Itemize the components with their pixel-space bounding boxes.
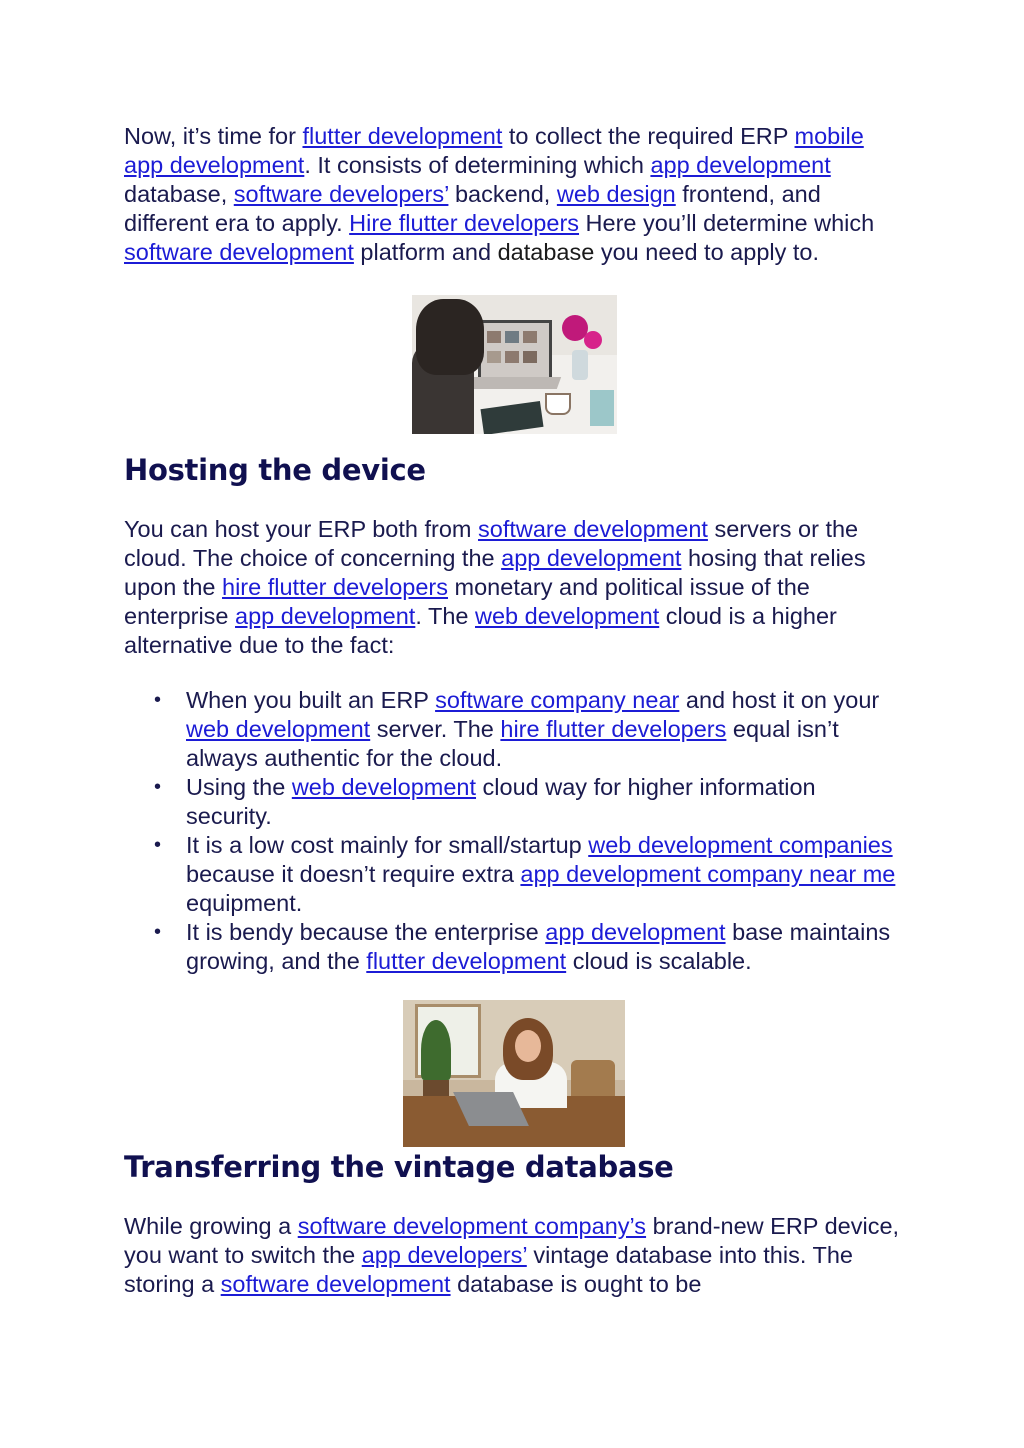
list-item [186, 831, 904, 918]
text: database, [124, 181, 234, 207]
text: Now, it’s time for [124, 123, 303, 149]
text: servers or the cloud. The choice of concerning the [124, 516, 859, 571]
text: It is bendy because the enterprise [186, 919, 546, 945]
text: . The [415, 603, 476, 629]
link-hire-flutter-developers[interactable]: hire flutter developers [500, 716, 727, 742]
photo-woman-in-cafe [403, 1000, 625, 1147]
text: . It consists of determining which [304, 152, 651, 178]
text: to collect the required ERP [502, 123, 795, 149]
link-web-development[interactable]: web development [186, 716, 371, 742]
text: base maintains growing, and the [186, 919, 891, 974]
text: hosing that relies upon the [124, 545, 866, 600]
link-software-development[interactable]: software development [220, 1271, 451, 1297]
text: cloud is a higher alternative due to the fact: [124, 603, 837, 658]
link-software-developers[interactable]: software developers’ [233, 181, 449, 207]
link-web-design[interactable]: web design [556, 181, 676, 207]
text: monetary and political issue of the enterprise [124, 574, 810, 629]
text: platform and [353, 239, 498, 265]
text: equal isn’t always authentic for the cloud. [186, 716, 839, 771]
text: equipment. [186, 890, 303, 916]
link-software-development[interactable]: software development [478, 516, 708, 542]
link-hire-flutter-developers[interactable]: hire flutter developers [222, 574, 448, 600]
text: server. The [370, 716, 501, 742]
heading-transferring: Transferring the vintage database [124, 1150, 674, 1184]
link-flutter-development[interactable]: flutter development [366, 948, 567, 974]
text: It is a low cost mainly for small/startup [186, 832, 589, 858]
text: While growing a [124, 1213, 298, 1239]
text: When you built an ERP [186, 687, 436, 713]
text: and host it on your [679, 687, 880, 713]
list-item [186, 773, 904, 831]
link-mobile-app-development[interactable]: mobile app development [124, 123, 864, 178]
hosting-paragraph [124, 515, 904, 660]
transfer-paragraph [124, 1212, 904, 1299]
text: because it doesn’t require extra [186, 861, 521, 887]
heading-hosting: Hosting the device [124, 453, 426, 487]
text: database [497, 239, 595, 265]
text: You can host your ERP both from [124, 516, 479, 542]
text: backend, [448, 181, 557, 207]
hosting-bullet-list [124, 686, 904, 976]
text: Here you’ll determine which [579, 210, 875, 236]
link-web-development[interactable]: web development [291, 774, 477, 800]
link-software-development-companys[interactable]: software development company’s [297, 1213, 647, 1239]
link-software-development[interactable]: software development [124, 239, 354, 265]
link-app-development[interactable]: app development [501, 545, 682, 571]
text: frontend, and different era to apply. [124, 181, 821, 236]
text: brand-new ERP device, you want to switch the [124, 1213, 900, 1268]
link-app-developers[interactable]: app developers’ [361, 1242, 527, 1268]
text: Using the [186, 774, 292, 800]
list-item [186, 918, 904, 976]
link-app-development[interactable]: app development [235, 603, 416, 629]
link-app-development[interactable]: app development [545, 919, 726, 945]
link-app-development[interactable]: app development [650, 152, 831, 178]
link-flutter-development[interactable]: flutter development [302, 123, 503, 149]
link-app-development-company-near-me[interactable]: app development company near me [520, 861, 896, 887]
link-software-company-near[interactable]: software company near [435, 687, 680, 713]
intro-paragraph [124, 122, 904, 267]
text: vintage database into this. The storing a [124, 1242, 853, 1297]
list-item [186, 686, 904, 773]
link-hire-flutter-developers[interactable]: Hire flutter developers [349, 210, 580, 236]
text: database is ought to be [450, 1271, 702, 1297]
text: cloud is scalable. [566, 948, 752, 974]
link-web-development-companies[interactable]: web development companies [588, 832, 893, 858]
photo-woman-at-laptop [412, 295, 617, 434]
document-page [124, 122, 904, 1299]
text: cloud way for higher information security. [186, 774, 816, 829]
link-web-development[interactable]: web development [475, 603, 660, 629]
text: you need to apply to. [594, 239, 820, 265]
